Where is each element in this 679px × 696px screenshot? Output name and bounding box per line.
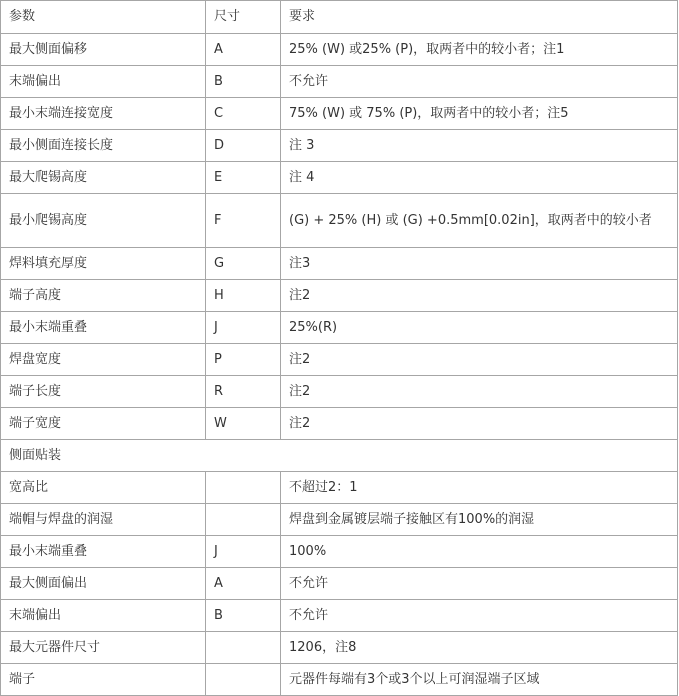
dimension-cell <box>206 664 281 696</box>
requirement-cell: 25%(R) <box>281 312 678 344</box>
dimension-cell: B <box>206 600 281 632</box>
param-cell: 焊盘宽度 <box>1 344 206 376</box>
dimension-cell <box>206 504 281 536</box>
table-row <box>1 344 678 376</box>
dimension-cell: W <box>206 408 281 440</box>
table-row <box>1 600 678 632</box>
table-row <box>1 130 678 162</box>
table-row <box>1 34 678 66</box>
table-row <box>1 632 678 664</box>
dimension-cell: F <box>206 194 281 248</box>
param-cell: 最大元器件尺寸 <box>1 632 206 664</box>
header-param: 参数 <box>1 1 206 34</box>
header-dimension: 尺寸 <box>206 1 281 34</box>
dimension-cell: D <box>206 130 281 162</box>
requirement-cell: 注3 <box>281 248 678 280</box>
param-cell: 端子长度 <box>1 376 206 408</box>
table-row <box>1 568 678 600</box>
requirement-cell: 注 4 <box>281 162 678 194</box>
param-cell: 末端偏出 <box>1 600 206 632</box>
section-title: 侧面贴装 <box>1 440 678 472</box>
dimension-cell: R <box>206 376 281 408</box>
requirement-cell: (G) + 25% (H) 或 (G) +0.5mm[0.02in]，取两者中的较小者 <box>281 194 678 248</box>
dimension-cell: P <box>206 344 281 376</box>
requirement-cell: 不允许 <box>281 600 678 632</box>
param-cell: 端帽与焊盘的润湿 <box>1 504 206 536</box>
requirement-cell: 75% (W) 或 75% (P)，取两者中的较小者；注5 <box>281 98 678 130</box>
table-row <box>1 98 678 130</box>
param-cell: 最小末端重叠 <box>1 536 206 568</box>
param-cell: 宽高比 <box>1 472 206 504</box>
param-cell: 端子高度 <box>1 280 206 312</box>
requirement-cell: 注 3 <box>281 130 678 162</box>
requirement-cell: 注2 <box>281 376 678 408</box>
param-cell: 端子宽度 <box>1 408 206 440</box>
requirement-cell: 不超过2：1 <box>281 472 678 504</box>
table-row <box>1 664 678 696</box>
dimension-cell: J <box>206 536 281 568</box>
requirement-cell: 焊盘到金属镀层端子接触区有100%的润湿 <box>281 504 678 536</box>
requirement-cell: 1206，注8 <box>281 632 678 664</box>
param-cell: 最小末端重叠 <box>1 312 206 344</box>
table-row <box>1 312 678 344</box>
requirement-cell: 注2 <box>281 344 678 376</box>
dimension-cell: A <box>206 34 281 66</box>
dimension-cell: E <box>206 162 281 194</box>
dimension-cell: H <box>206 280 281 312</box>
requirement-cell: 25% (W) 或25% (P)，取两者中的较小者；注1 <box>281 34 678 66</box>
requirement-cell: 注2 <box>281 408 678 440</box>
param-cell: 末端偏出 <box>1 66 206 98</box>
table-row <box>1 536 678 568</box>
header-requirement: 要求 <box>281 1 678 34</box>
param-cell: 最小爬锡高度 <box>1 194 206 248</box>
requirement-cell: 不允许 <box>281 66 678 98</box>
param-cell: 焊料填充厚度 <box>1 248 206 280</box>
param-cell: 最大侧面偏出 <box>1 568 206 600</box>
table-row <box>1 280 678 312</box>
table-row <box>1 376 678 408</box>
dimension-cell: G <box>206 248 281 280</box>
dimension-cell: J <box>206 312 281 344</box>
requirement-cell: 不允许 <box>281 568 678 600</box>
dimension-cell <box>206 472 281 504</box>
param-cell: 端子 <box>1 664 206 696</box>
dimension-cell <box>206 632 281 664</box>
table-header-row <box>1 1 678 34</box>
dimension-cell: A <box>206 568 281 600</box>
requirement-cell: 注2 <box>281 280 678 312</box>
dimension-cell: B <box>206 66 281 98</box>
table-row <box>1 472 678 504</box>
requirement-cell: 100% <box>281 536 678 568</box>
table-row <box>1 162 678 194</box>
requirement-cell: 元器件每端有3个或3个以上可润湿端子区域 <box>281 664 678 696</box>
param-cell: 最小侧面连接长度 <box>1 130 206 162</box>
section-row <box>1 440 678 472</box>
param-cell: 最大爬锡高度 <box>1 162 206 194</box>
table-row <box>1 248 678 280</box>
table-row <box>1 408 678 440</box>
dimension-cell: C <box>206 98 281 130</box>
table-row <box>1 194 678 248</box>
table-row <box>1 504 678 536</box>
param-cell: 最大侧面偏移 <box>1 34 206 66</box>
param-cell: 最小末端连接宽度 <box>1 98 206 130</box>
table-row <box>1 66 678 98</box>
